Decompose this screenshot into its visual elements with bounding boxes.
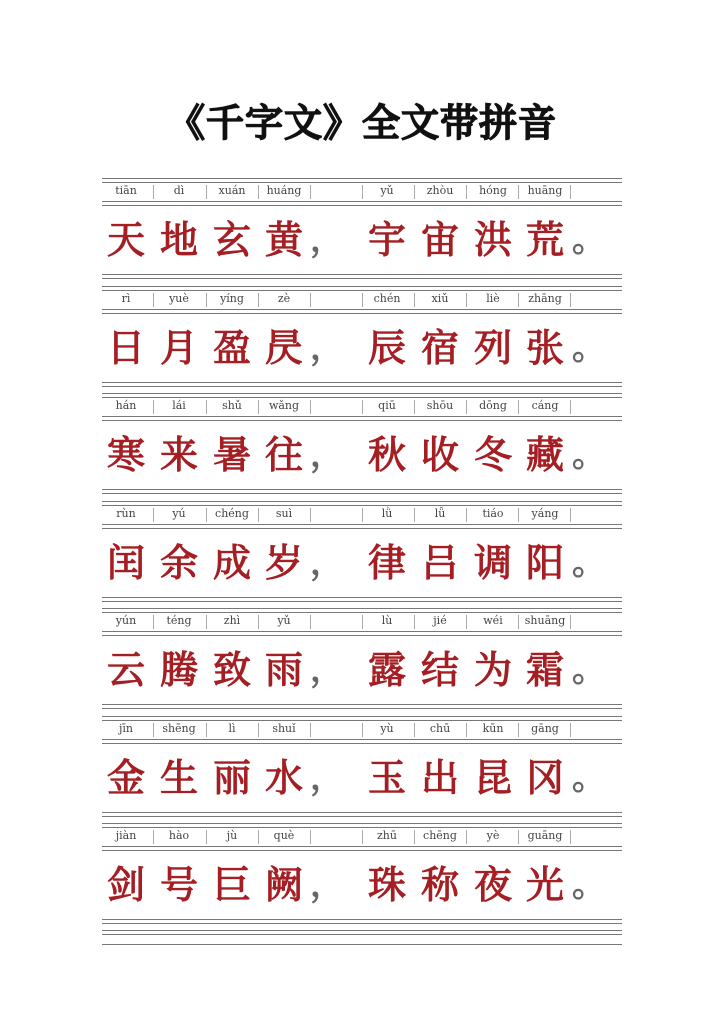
hanzi-character: 列 [473,325,512,370]
ruling-line [102,631,622,632]
period-mark: 。 [572,865,606,905]
period-mark: 。 [572,327,606,368]
pinyin-syllable: chēng [423,829,457,842]
hanzi-character: 昃 [264,325,303,370]
hanzi-character: 腾 [159,648,198,692]
ruling-line [102,708,622,709]
hanzi-character: 吕 [420,540,459,585]
ruling-line [102,274,622,275]
pinyin-syllable: wéi [483,614,503,627]
pinyin-syllable: dōng [479,399,507,412]
hanzi-band [102,208,622,278]
pinyin-syllable: shēng [162,721,196,735]
period-mark: 。 [572,650,606,690]
verse-row [102,501,622,609]
hanzi-character: 冈 [525,755,564,800]
hanzi-character: 霜 [525,648,564,692]
hanzi-character: 雨 [264,648,303,692]
hanzi-character: 光 [525,863,564,907]
hanzi-character: 号 [159,863,198,907]
ruling-line [102,816,622,817]
ruling-line [102,635,622,636]
hanzi-character: 余 [159,540,198,585]
hanzi-character: 玉 [367,755,406,800]
pinyin-syllable: xiǔ [431,291,449,305]
pinyin-syllable: shuǐ [272,721,296,735]
verse-row [102,823,622,931]
ruling-line [102,823,622,824]
hanzi-character: 云 [106,648,145,692]
column-divider [310,508,311,522]
ruling-line [102,290,622,291]
hanzi-character: 月 [159,325,198,370]
ruling-line [102,812,622,813]
hanzi-character: 宇 [367,218,406,262]
pinyin-band [102,716,622,743]
column-divider [310,293,311,307]
ruling-line [102,313,622,314]
pinyin-syllable: lái [172,399,186,412]
pinyin-syllable: yè [486,829,500,842]
pinyin-syllable: lǜ [381,506,393,520]
ruling-line [102,524,622,525]
pinyin-syllable: tiáo [482,506,504,520]
hanzi-character: 律 [367,540,406,585]
hanzi-character: 调 [473,540,512,585]
pinyin-band [102,501,622,528]
pinyin-syllable: hán [115,399,137,412]
verse-row [102,608,622,716]
pinyin-syllable: dì [173,184,185,197]
pinyin-syllable: chéng [215,506,249,520]
hanzi-band [102,638,622,708]
ruling-line [102,608,622,609]
verse-row [102,716,622,824]
hanzi-character: 来 [159,433,198,477]
pinyin-syllable: rì [121,291,131,305]
pinyin-syllable: shuāng [524,614,566,627]
hanzi-character: 丽 [212,755,251,800]
pinyin-syllable: yáng [531,506,559,520]
ruling-line [102,919,622,920]
ruling-line [102,934,622,935]
pinyin-band [102,608,622,635]
hanzi-character: 暑 [212,433,251,477]
hanzi-character: 闰 [106,540,145,585]
ruling-line [102,416,622,417]
hanzi-band [102,853,622,923]
column-divider [310,830,311,844]
pinyin-syllable: lǚ [434,506,446,520]
pinyin-syllable: chén [373,291,401,305]
pinyin-syllable: zhāng [528,291,562,305]
hanzi-character: 冬 [473,433,512,477]
hanzi-character: 黄 [264,218,303,262]
ruling-line [102,923,622,924]
hanzi-character: 生 [159,755,198,800]
period-mark: 。 [572,220,606,260]
pinyin-syllable: hóng [479,184,507,197]
hanzi-character: 成 [212,540,251,585]
pinyin-syllable: téng [166,614,192,627]
ruling-line [102,930,622,931]
comma-mark: ， [310,542,344,583]
period-mark: 。 [572,757,606,798]
column-divider [310,400,311,414]
pinyin-syllable: suì [275,506,293,520]
ruling-line [102,716,622,717]
verse-row [102,286,622,394]
pinyin-syllable: huáng [266,184,302,197]
ruling-line [102,720,622,721]
ruling-line [102,505,622,506]
pinyin-syllable: lì [228,721,236,735]
hanzi-band [102,746,622,816]
hanzi-character: 巨 [212,863,251,907]
hanzi-character: 藏 [525,433,564,477]
pinyin-syllable: hào [168,829,190,842]
ruling-line [102,850,622,851]
pinyin-syllable: wǎng [268,399,300,412]
pinyin-syllable: cáng [531,399,559,412]
pinyin-syllable: yuè [169,291,189,305]
ruling-line [102,382,622,383]
pinyin-band [102,286,622,313]
hanzi-character: 露 [367,648,406,692]
period-mark: 。 [572,435,606,475]
pinyin-syllable: chū [429,721,451,735]
pinyin-syllable: zhū [377,829,397,842]
pinyin-syllable: zè [277,291,291,305]
pinyin-syllable: guāng [527,829,563,842]
hanzi-character: 剑 [106,863,145,907]
comma-mark: ， [310,220,344,260]
ruling-line [102,612,622,613]
ruling-line [102,178,622,179]
ruling-line [102,393,622,394]
ruling-line [102,493,622,494]
column-divider [310,185,311,199]
pinyin-syllable: lù [381,614,393,627]
pinyin-syllable: yù [380,721,394,735]
hanzi-character: 辰 [367,325,406,370]
hanzi-character: 昆 [473,755,512,800]
hanzi-character: 为 [473,648,512,692]
verse-sheet [102,178,622,931]
hanzi-character: 岁 [264,540,303,585]
comma-mark: ， [310,435,344,475]
bottom-ruling [102,930,622,950]
pinyin-syllable: jù [226,829,238,842]
comma-mark: ， [310,757,344,798]
verse-row [102,393,622,501]
comma-mark: ， [310,650,344,690]
page-title: 《千字文》全文带拼音 [166,101,557,145]
hanzi-character: 张 [525,325,564,370]
verse-row [102,178,622,286]
hanzi-band [102,316,622,386]
ruling-line [102,528,622,529]
hanzi-character: 秋 [367,433,406,477]
hanzi-character: 荒 [525,218,564,262]
comma-mark: ， [310,327,344,368]
hanzi-character: 称 [420,863,459,907]
hanzi-character: 天 [106,218,145,262]
hanzi-character: 宙 [420,218,459,262]
hanzi-character: 日 [106,325,145,370]
pinyin-syllable: yú [172,506,186,520]
ruling-line [102,597,622,598]
hanzi-character: 地 [159,218,198,262]
ruling-line [102,739,622,740]
hanzi-character: 致 [212,648,251,692]
ruling-line [102,944,622,945]
pinyin-syllable: jiàn [115,829,137,842]
pinyin-syllable: gāng [531,721,559,735]
hanzi-character: 往 [264,433,303,477]
comma-mark: ， [310,865,344,905]
pinyin-syllable: yǔ [380,184,394,197]
pinyin-syllable: yǔ [277,614,291,627]
pinyin-syllable: jié [433,614,447,627]
pinyin-syllable: zhì [223,614,241,627]
column-divider [310,615,311,629]
ruling-line [102,397,622,398]
hanzi-character: 珠 [367,863,406,907]
pinyin-syllable: kūn [482,721,504,735]
hanzi-character: 夜 [473,863,512,907]
hanzi-character: 玄 [212,218,251,262]
pinyin-syllable: rùn [116,506,136,520]
pinyin-syllable: yíng [220,291,244,305]
hanzi-character: 盈 [212,325,251,370]
pinyin-syllable: yún [115,614,137,627]
hanzi-character: 金 [106,755,145,800]
ruling-line [102,309,622,310]
ruling-line [102,704,622,705]
ruling-line [102,846,622,847]
pinyin-band [102,393,622,420]
ruling-line [102,205,622,206]
hanzi-character: 水 [264,755,303,800]
hanzi-character: 结 [420,648,459,692]
pinyin-band [102,823,622,850]
pinyin-syllable: què [273,829,295,842]
hanzi-character: 收 [420,433,459,477]
hanzi-character: 出 [420,755,459,800]
period-mark: 。 [572,542,606,583]
hanzi-character: 阙 [264,863,303,907]
hanzi-character: 阳 [525,540,564,585]
column-divider [310,723,311,737]
ruling-line [102,827,622,828]
hanzi-band [102,423,622,493]
ruling-line [102,489,622,490]
pinyin-syllable: xuán [218,184,246,197]
ruling-line [102,386,622,387]
ruling-line [102,743,622,744]
ruling-line [102,182,622,183]
ruling-line [102,286,622,287]
hanzi-character: 洪 [473,218,512,262]
ruling-line [102,278,622,279]
pinyin-syllable: shōu [426,399,454,412]
hanzi-character: 宿 [420,325,459,370]
pinyin-syllable: shǔ [222,399,242,412]
ruling-line [102,601,622,602]
pinyin-syllable: liè [486,291,500,305]
pinyin-syllable: tiān [115,184,137,197]
hanzi-band [102,531,622,601]
pinyin-syllable: jīn [118,721,133,735]
pinyin-syllable: qiū [378,399,396,412]
pinyin-syllable: zhòu [426,184,454,197]
ruling-line [102,201,622,202]
pinyin-band [102,178,622,205]
pinyin-syllable: huāng [527,184,563,197]
hanzi-character: 寒 [106,433,145,477]
ruling-line [102,420,622,421]
ruling-line [102,501,622,502]
